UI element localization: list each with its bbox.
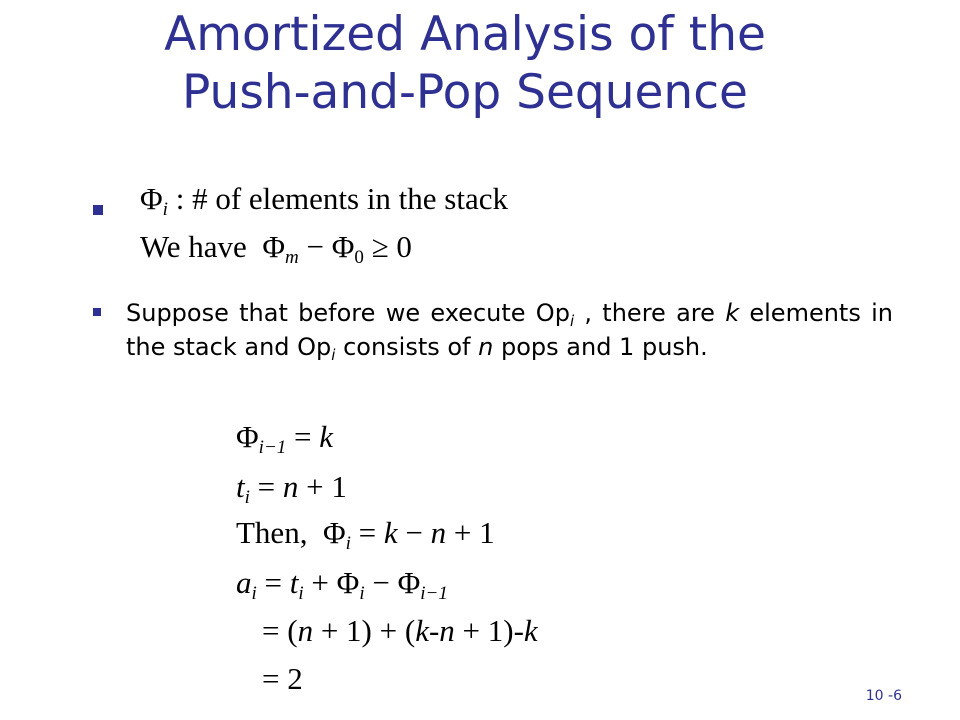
bullet-marker-2 (93, 308, 101, 316)
then-label: Then, (236, 515, 308, 550)
phi-symbol: Φ (140, 181, 163, 216)
potential-definition: $\Phi_i$ : # of elements in the stack (140, 181, 508, 220)
equation-actual-cost: $t_i = n + 1$ (236, 469, 347, 508)
bullet-marker-1 (93, 205, 103, 215)
title-line-1: Amortized Analysis of the (164, 7, 766, 62)
we-have-text: We have (140, 229, 247, 264)
suppose-paragraph: Suppose that before we execute $Op_i$ , there are k elements in the stack and $Op_i$ consists of n pops and 1 push. (126, 299, 894, 364)
potential-definition-text: : # of elements in the stack (167, 181, 508, 216)
equation-result: = 2 (262, 661, 303, 696)
equation-phi-current: Then, $\Phi_i = k - n + 1$ (236, 515, 495, 554)
equation-phi-prev: $\Phi_{i-1} = k$ (236, 419, 334, 458)
equation-expansion: = (n + 1) + (k-n + 1)-k (262, 613, 538, 648)
page-number: 10 -6 (865, 688, 902, 704)
title-line-2: Push-and-Pop Sequence (182, 65, 748, 120)
potential-inequality: We have $\Phi_m - \Phi_0 \ge 0$ (140, 229, 412, 268)
slide-title (0, 6, 930, 122)
equation-amortized-cost: $a_i = t_i + \Phi_i - \Phi_{i-1}$ (236, 565, 448, 604)
